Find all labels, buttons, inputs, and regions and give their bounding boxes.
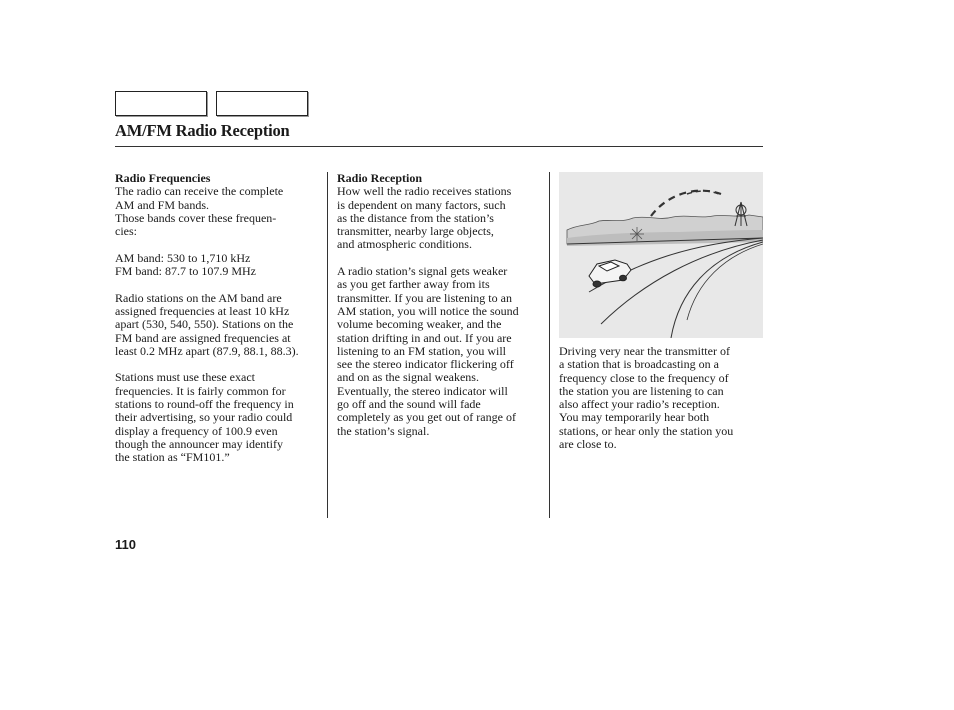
text-line: FM band are assigned frequencies at [115,330,291,345]
text-line: How well the radio receives stations [337,184,512,199]
text-line: stations, or hear only the station you [559,423,734,438]
text-line: and atmospheric conditions. [337,237,472,252]
text-line: the station as “FM101.” [115,450,230,465]
text-line: A radio station’s signal gets weaker [337,264,508,279]
text-line: transmitter, nearby large objects, [337,224,494,239]
text-line: completely as you get out of range of [337,410,516,425]
nav-tab-box-right[interactable] [216,91,308,116]
section-heading: Radio Frequencies [115,171,211,185]
text-line: see the stereo indicator flickering off [337,357,514,372]
text-line: AM and FM bands. [115,197,210,212]
paragraph [337,185,543,251]
paragraph [115,371,321,464]
text-line: FM band: 87.7 to 107.9 MHz [115,264,256,279]
text-line: go off and the sound will fade [337,397,481,412]
title-rule [115,146,763,147]
text-line: the station’s signal. [337,423,430,438]
text-line: Radio stations on the AM band are [115,290,282,305]
text-line: frequencies. It is fairly common for [115,383,286,398]
text-line: a station that is broadcasting on a [559,357,719,372]
text-line: apart (530, 540, 550). Stations on the [115,317,294,332]
text-line: listening to an FM station, you will [337,343,507,358]
text-line: You may temporarily hear both [559,410,710,425]
text-line: stations to round-off the frequency in [115,397,294,412]
radio-reception-section [337,172,543,438]
text-line: volume becoming weaker, and the [337,317,502,332]
text-line: the station you are listening to can [559,383,724,398]
column-divider [327,172,328,518]
paragraph [115,292,321,358]
text-line: frequency close to the frequency of [559,370,729,385]
text-line: and on as the signal weakens. [337,370,479,385]
radio-reception-illustration [559,172,763,338]
text-line: Stations must use these exact [115,370,255,385]
page-title: AM/FM Radio Reception [115,121,290,140]
paragraph [337,265,543,438]
text-line: Driving very near the transmitter of [559,344,730,358]
text-line: Eventually, the stereo indicator will [337,383,508,398]
paragraph [115,185,321,238]
column-divider [549,172,550,518]
text-line: Those bands cover these frequen- [115,210,277,225]
text-line: assigned frequencies at least 10 kHz [115,303,290,318]
text-line: least 0.2 MHz apart (87.9, 88.1, 88.3). [115,343,299,358]
text-line: their advertising, so your radio could [115,410,293,425]
section-heading: Radio Reception [337,171,422,185]
text-line: cies: [115,224,137,239]
text-line: transmitter. If you are listening to an [337,290,512,305]
text-line: The radio can receive the complete [115,184,284,199]
page-number: 110 [115,537,136,552]
text-line: as you get farther away from its [337,277,490,292]
nav-tab-box-left[interactable] [115,91,207,116]
text-line: is dependent on many factors, such [337,197,506,212]
text-line: AM station, you will notice the sound [337,303,519,318]
interference-section [559,345,763,451]
paragraph [559,345,763,451]
paragraph [115,252,321,279]
text-line: as the distance from the station’s [337,210,494,225]
text-line: are close to. [559,437,617,452]
text-line: also affect your radio’s reception. [559,397,720,412]
text-line: station drifting in and out. If you are [337,330,512,345]
radio-frequencies-section [115,172,321,465]
text-line: though the announcer may identify [115,436,283,451]
text-line: AM band: 530 to 1,710 kHz [115,250,251,265]
text-line: display a frequency of 100.9 even [115,423,278,438]
